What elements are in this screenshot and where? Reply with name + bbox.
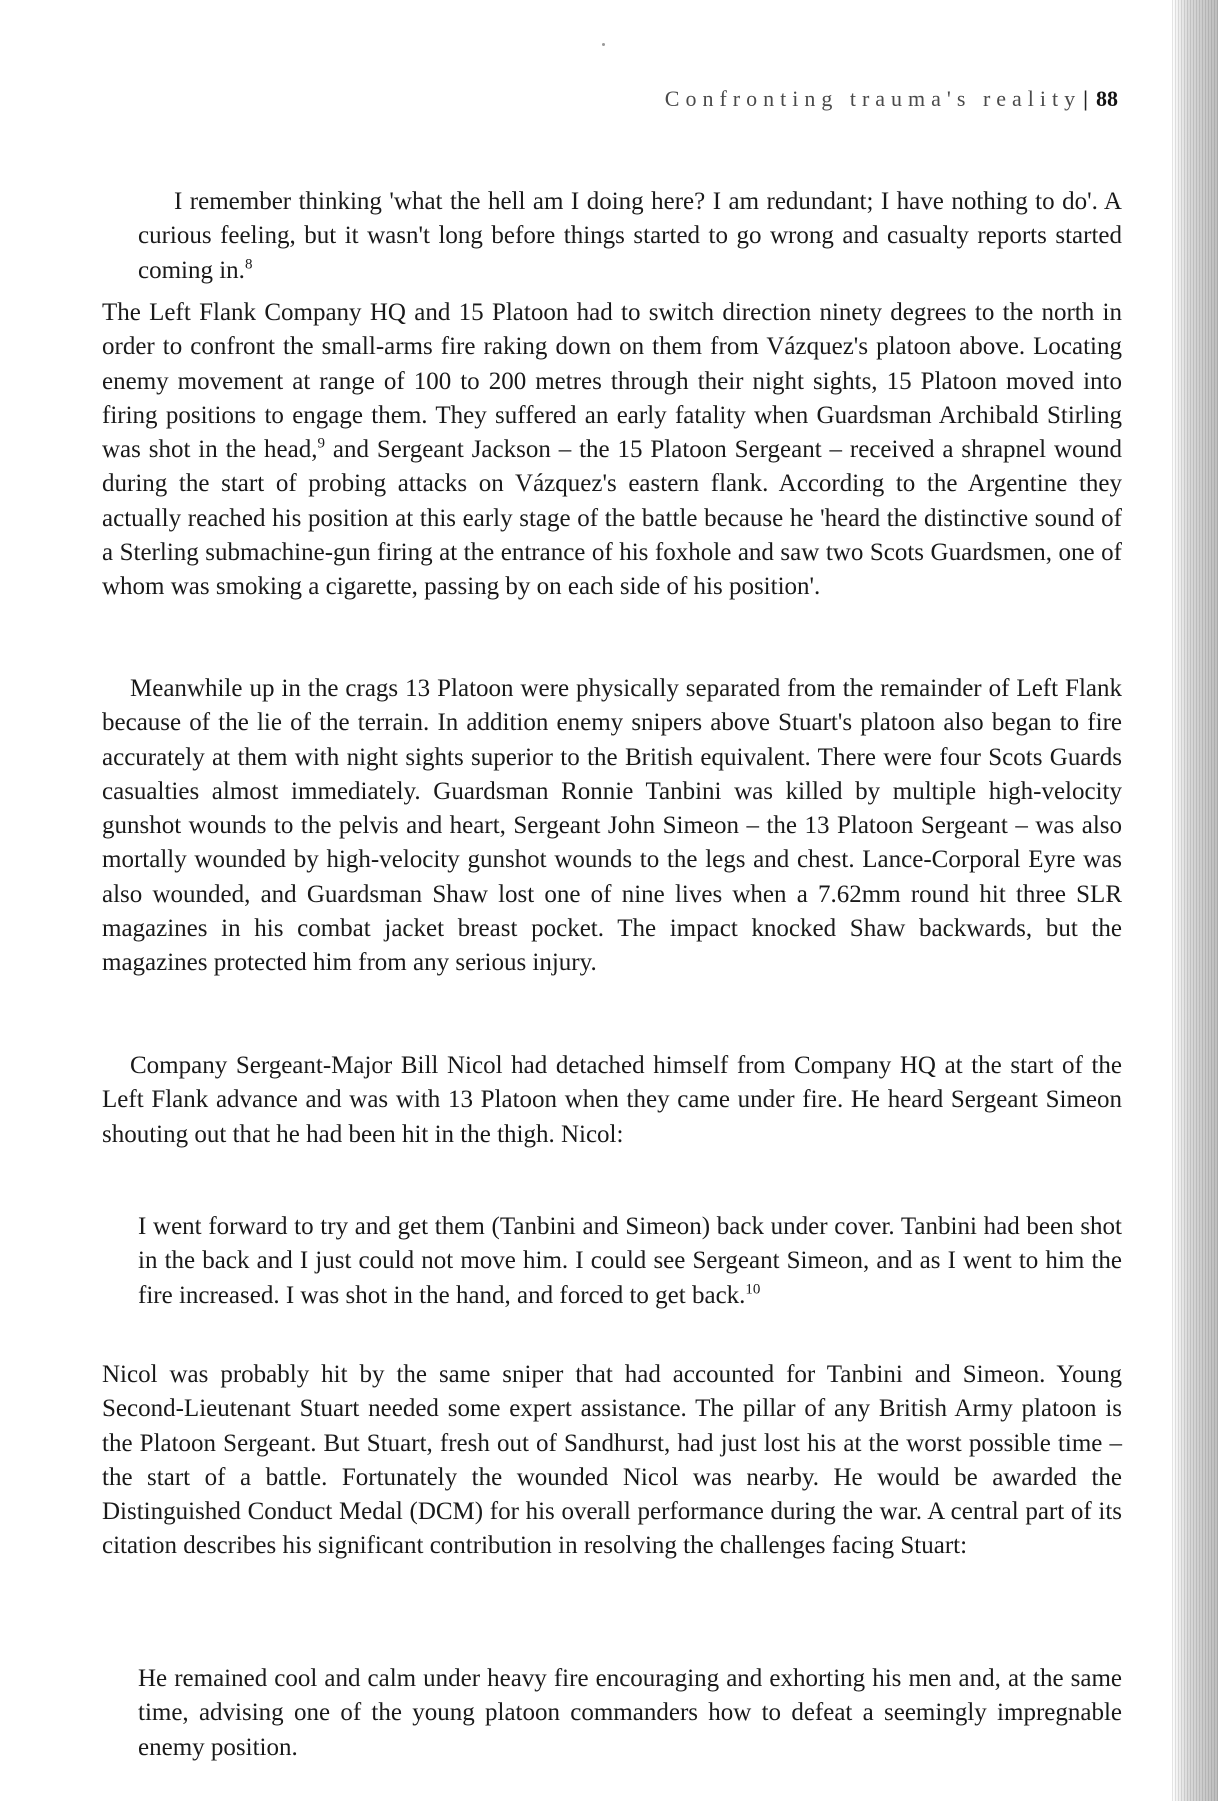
paragraph-1 xyxy=(102,296,1122,605)
footnote-marker: 10 xyxy=(745,1281,761,1298)
scan-speck xyxy=(602,43,605,46)
paragraph-2 xyxy=(102,672,1122,981)
footnote-marker: 9 xyxy=(317,435,325,452)
footnote-marker: 8 xyxy=(244,256,253,273)
quote-text: He remained cool and calm under heavy fire encouraging and exhorting his men and, at the same time, advising one of the young platoon commanders how to defeat a seemingly impregnable enemy position. xyxy=(138,1665,1122,1761)
paragraph-text: Meanwhile up in the crags 13 Platoon were physically separated from the remainder of Left Flank because of the lie of the terrain. In addition enemy snipers above Stuart's platoon also began to fire accurately at them with night sights superior to the British equivalent. There were four Scots Guards casualties almost immediately. Guardsman Ronnie Tanbini was killed by multiple high-velocity gunshot wounds to the pelvis and heart, Sergeant John Simeon – the 13 Platoon Sergeant – was also mortally wounded by high-velocity gunshot wounds to the legs and chest. Lance-Corporal Eyre was also wounded, and Guardsman Shaw lost one of nine lives when a 7.62mm round hit three SLR magazines in his combat jacket breast pocket. The impact knocked Shaw backwards, but the magazines protected him from any serious injury. xyxy=(102,675,1122,977)
quote-block-2 xyxy=(138,1185,1122,1338)
paragraph-text: Nicol was probably hit by the same sniper that had accounted for Tanbini and Simeon. Young Second-Lieutenant Stuart needed some expert assistance. The pillar of any British Army platoon is the Platoon Sergeant. But Stuart, fresh out of Sandhurst, had just lost his at the worst possible time – the start of a battle. Fortunately the wounded Nicol was nearby. He would be awarded the Distinguished Conduct Medal (DCM) for his overall performance during the war. A central part of its citation describes his significant contribution in resolving the challenges facing Stuart: xyxy=(102,1361,1122,1560)
running-title: Confronting trauma's reality xyxy=(664,86,1082,111)
paragraph-text: The Left Flank Company HQ and 15 Platoon had to switch direction ninety degrees to the north in order to confront the small-arms fire raking down on them from Vázquez's platoon above. Locating enemy movement at range of 100 to 200 metres through their night sights, 15 Platoon moved into firing positions to engage them. They suffered an early fatality when Guardsman Archibald Stirling was shot in the head, xyxy=(102,299,1122,464)
running-head xyxy=(665,86,1118,112)
quote-block-3 xyxy=(138,1637,1122,1790)
paragraph-text: Company Sergeant-Major Bill Nicol had detached himself from Company HQ at the start of the Left Flank advance and was with 13 Platoon when they came under fire. He heard Sergeant Simeon shouting out that he had been hit in the thigh. Nicol: xyxy=(102,1052,1122,1148)
page-edge-shadow xyxy=(1172,0,1218,1801)
paragraph-3 xyxy=(102,1049,1122,1152)
quote-text: I remember thinking 'what the hell am I doing here? I am redundant; I have nothing to do'. A curious feeling, but it wasn't long before things started to go wrong and casualty reports started coming in. xyxy=(138,188,1122,284)
paragraph-text-continued: and Sergeant Jackson – the 15 Platoon Sergeant – received a shrapnel wound during the start of probing attacks on Vázquez's eastern flank. According to the Argentine they actually reached his position at this early stage of the battle because he 'heard the distinctive sound of a Sterling submachine-gun firing at the entrance of his foxhole and saw two Scots Guardsmen, one of whom was smoking a cigarette, passing by on each side of his position'. xyxy=(102,436,1123,601)
header-separator: | xyxy=(1083,86,1088,111)
quote-block-1 xyxy=(138,160,1122,313)
paragraph-4 xyxy=(102,1358,1122,1564)
page-number: 88 xyxy=(1096,86,1118,111)
quote-text: I went forward to try and get them (Tanbini and Simeon) back under cover. Tanbini had been shot in the back and I just could not move him. I could see Sergeant Simeon, and as I went to him the fire increased. I was shot in the hand, and forced to get back. xyxy=(138,1213,1122,1309)
